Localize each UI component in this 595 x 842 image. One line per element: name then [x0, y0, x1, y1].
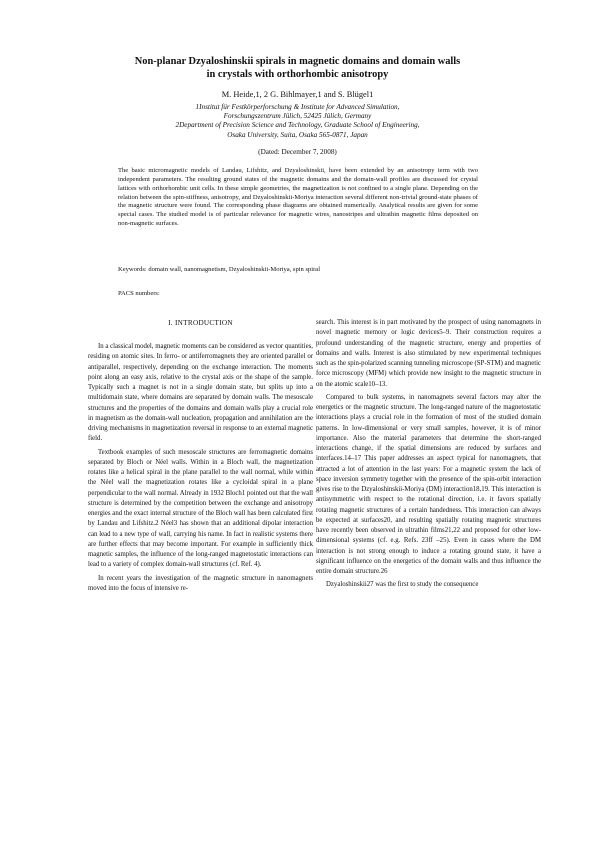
paragraph: Compared to bulk systems, in nanomagnets several factors may alter the energetics or the magnetic structure. The long-ranged nature of the magnetostatic interactions plays a crucial role in the formation of most of the studied domain patterns. In low-dimensional or very small samples, however, it is of minor importance. Also the material parameters that determine the short-ranged interactions change, if the spatial dimensions are reduced by surfaces and interfaces.14–17 This paper addresses an aspect typical for nanomagnets, that attracted a lot of attention in the last years: For a magnetic system the lack of space inversion symmetry together with the presence of the spin-orbit interaction gives rise to the Dzyaloshinskii-Moriya (DM) interaction18,19. This interaction is antisymmetric with respect to the rotational direction, i.e. it favors spatially rotating magnetic structures of a certain handedness. This interaction can always be expected at surfaces20, and resulting spatially rotating magnetic structures have recently been observed in ultrathin films21,22 and proposed for other low-dimensional systems (cf. e.g. Refs. 23ff –25). Even in cases where the DM interaction is not strong enough to induce a rotating ground state, it have a significant influence on the energetics of the domain walls and thus influence the entire domain structure.26 — [316, 393, 541, 575]
author-list: M. Heide,1, 2 G. Bihlmayer,1 and S. Blügel1 — [221, 90, 374, 99]
affiliation-line: Osaka University, Suita, Osaka 565-0871, Japan — [227, 130, 368, 139]
left-column — [88, 318, 313, 597]
paragraph: search. This interest is in part motivated by the prospect of using nanomagnets in novel magnetic memory or logic devices5–9. Their construction requires a profound understanding of the magnetic structure, energy and properties of domains and walls. Interest is also stimulated by new experimental techniques such as the spin-polarized scanning tunneling microscope (SP-STM) and magnetic force microscopy (MFM) which provide new insight to the magnetic structure in on the atomic scale10–13. — [316, 319, 541, 388]
affiliation-line: Forschungszentrum Jülich, 52425 Jülich, Germany — [223, 112, 372, 121]
title-line-2: in crystals with orthorhombic anisotropy — [206, 69, 389, 80]
paragraph: In recent years the investigation of the magnetic structure in nanomagnets moved into the focus of intensive re- — [88, 574, 313, 592]
title-line-1: Non-planar Dzyaloshinskii spirals in magnetic domains and domain walls — [134, 56, 461, 67]
affiliations — [60, 103, 535, 140]
date-line: (Dated: December 7, 2008) — [258, 148, 337, 156]
pacs-numbers: PACS numbers: — [118, 290, 160, 297]
paragraph: Dzyaloshinskii27 was the first to study the consequence — [326, 581, 479, 589]
paragraph: In a classical model, magnetic moments can be considered as vector quantities, residing on atomic sites. In ferro- or antiferromagnets they are oriented parallel or antiparallel, respectively, depending on the exchange interaction. The moments point along an easy axis, relative to the crystal axis or the shape of the sample. Typically such a magnet is not in a single domain state, but splits up into a multidomain state, where domains are separated by domain walls. The mesoscale structures and the properties of the domains and domain walls play a crucial role in magnetism as the domain-wall nucleation, propagation and annihilation are the driving mechanisms in magnetization reversal in response to an external magnetic field. — [88, 343, 313, 443]
affiliation-line: 1Institut für Festkörperforschung & Institute for Advanced Simulation, — [195, 103, 400, 111]
paragraph: Textbook examples of such mesoscale structures are ferromagnetic domains separated by Bloch or Néel walls. Within in a Bloch wall, the magnetization rotates like a helical spiral in the plane parallel to the wall normal, while within the Néel wall the magnetization rotates like a cycloidal spiral in a plane perpendicular to the wall normal. Already in 1932 Bloch1 pointed out that the wall structure is determined by the competition between the exchange and anisotropy energies and the exact internal structure of the Bloch wall has been calculated first by Landau and Lifshitz.2 Néel3 has shown that an additional dipolar interaction can lead to a new type of wall, carrying his name. In fact in realistic systems there are further effects that may become important. For example in sufficiently thick magnetic samples, the influence of the long-ranged magnetostatic interactions can lead to a variety of complex domain-wall structures (cf. Ref. 4). — [88, 448, 313, 569]
keywords: Keywords: domain wall, nanomagnetism, Dzyaloshinskii-Moriya, spin spiral — [118, 266, 321, 273]
abstract: The basic micromagnetic models of Landau, Lifshitz, and Dzyaloshinskii, have been extended by an anisotropy term with two independent parameters. The resulting ground states of the magnetic domains and the domain-wall profiles are discussed for crystal lattices with orthorhombic unit cells. In these simple geometries, the magnetization is not confined to a single plane. Depending on the relation between the spin-stiffness, anisotropy, and Dzyaloshinskii-Moriya interaction several different non-trivial ground-state phases of the magnetic structure were found. The corresponding phase diagrams are obtained numerically. Analytical results are given for some special cases. The studied model is of particular relevance for magnetic wires, nanostripes and ultrathin magnetic films deposited on non-magnetic surfaces. — [118, 167, 478, 228]
paper-title — [60, 55, 535, 81]
right-column — [316, 318, 541, 594]
section-heading: I. INTRODUCTION — [168, 319, 233, 327]
affiliation-line: 2Department of Precision Science and Technology, Graduate School of Engineering, — [175, 121, 420, 130]
